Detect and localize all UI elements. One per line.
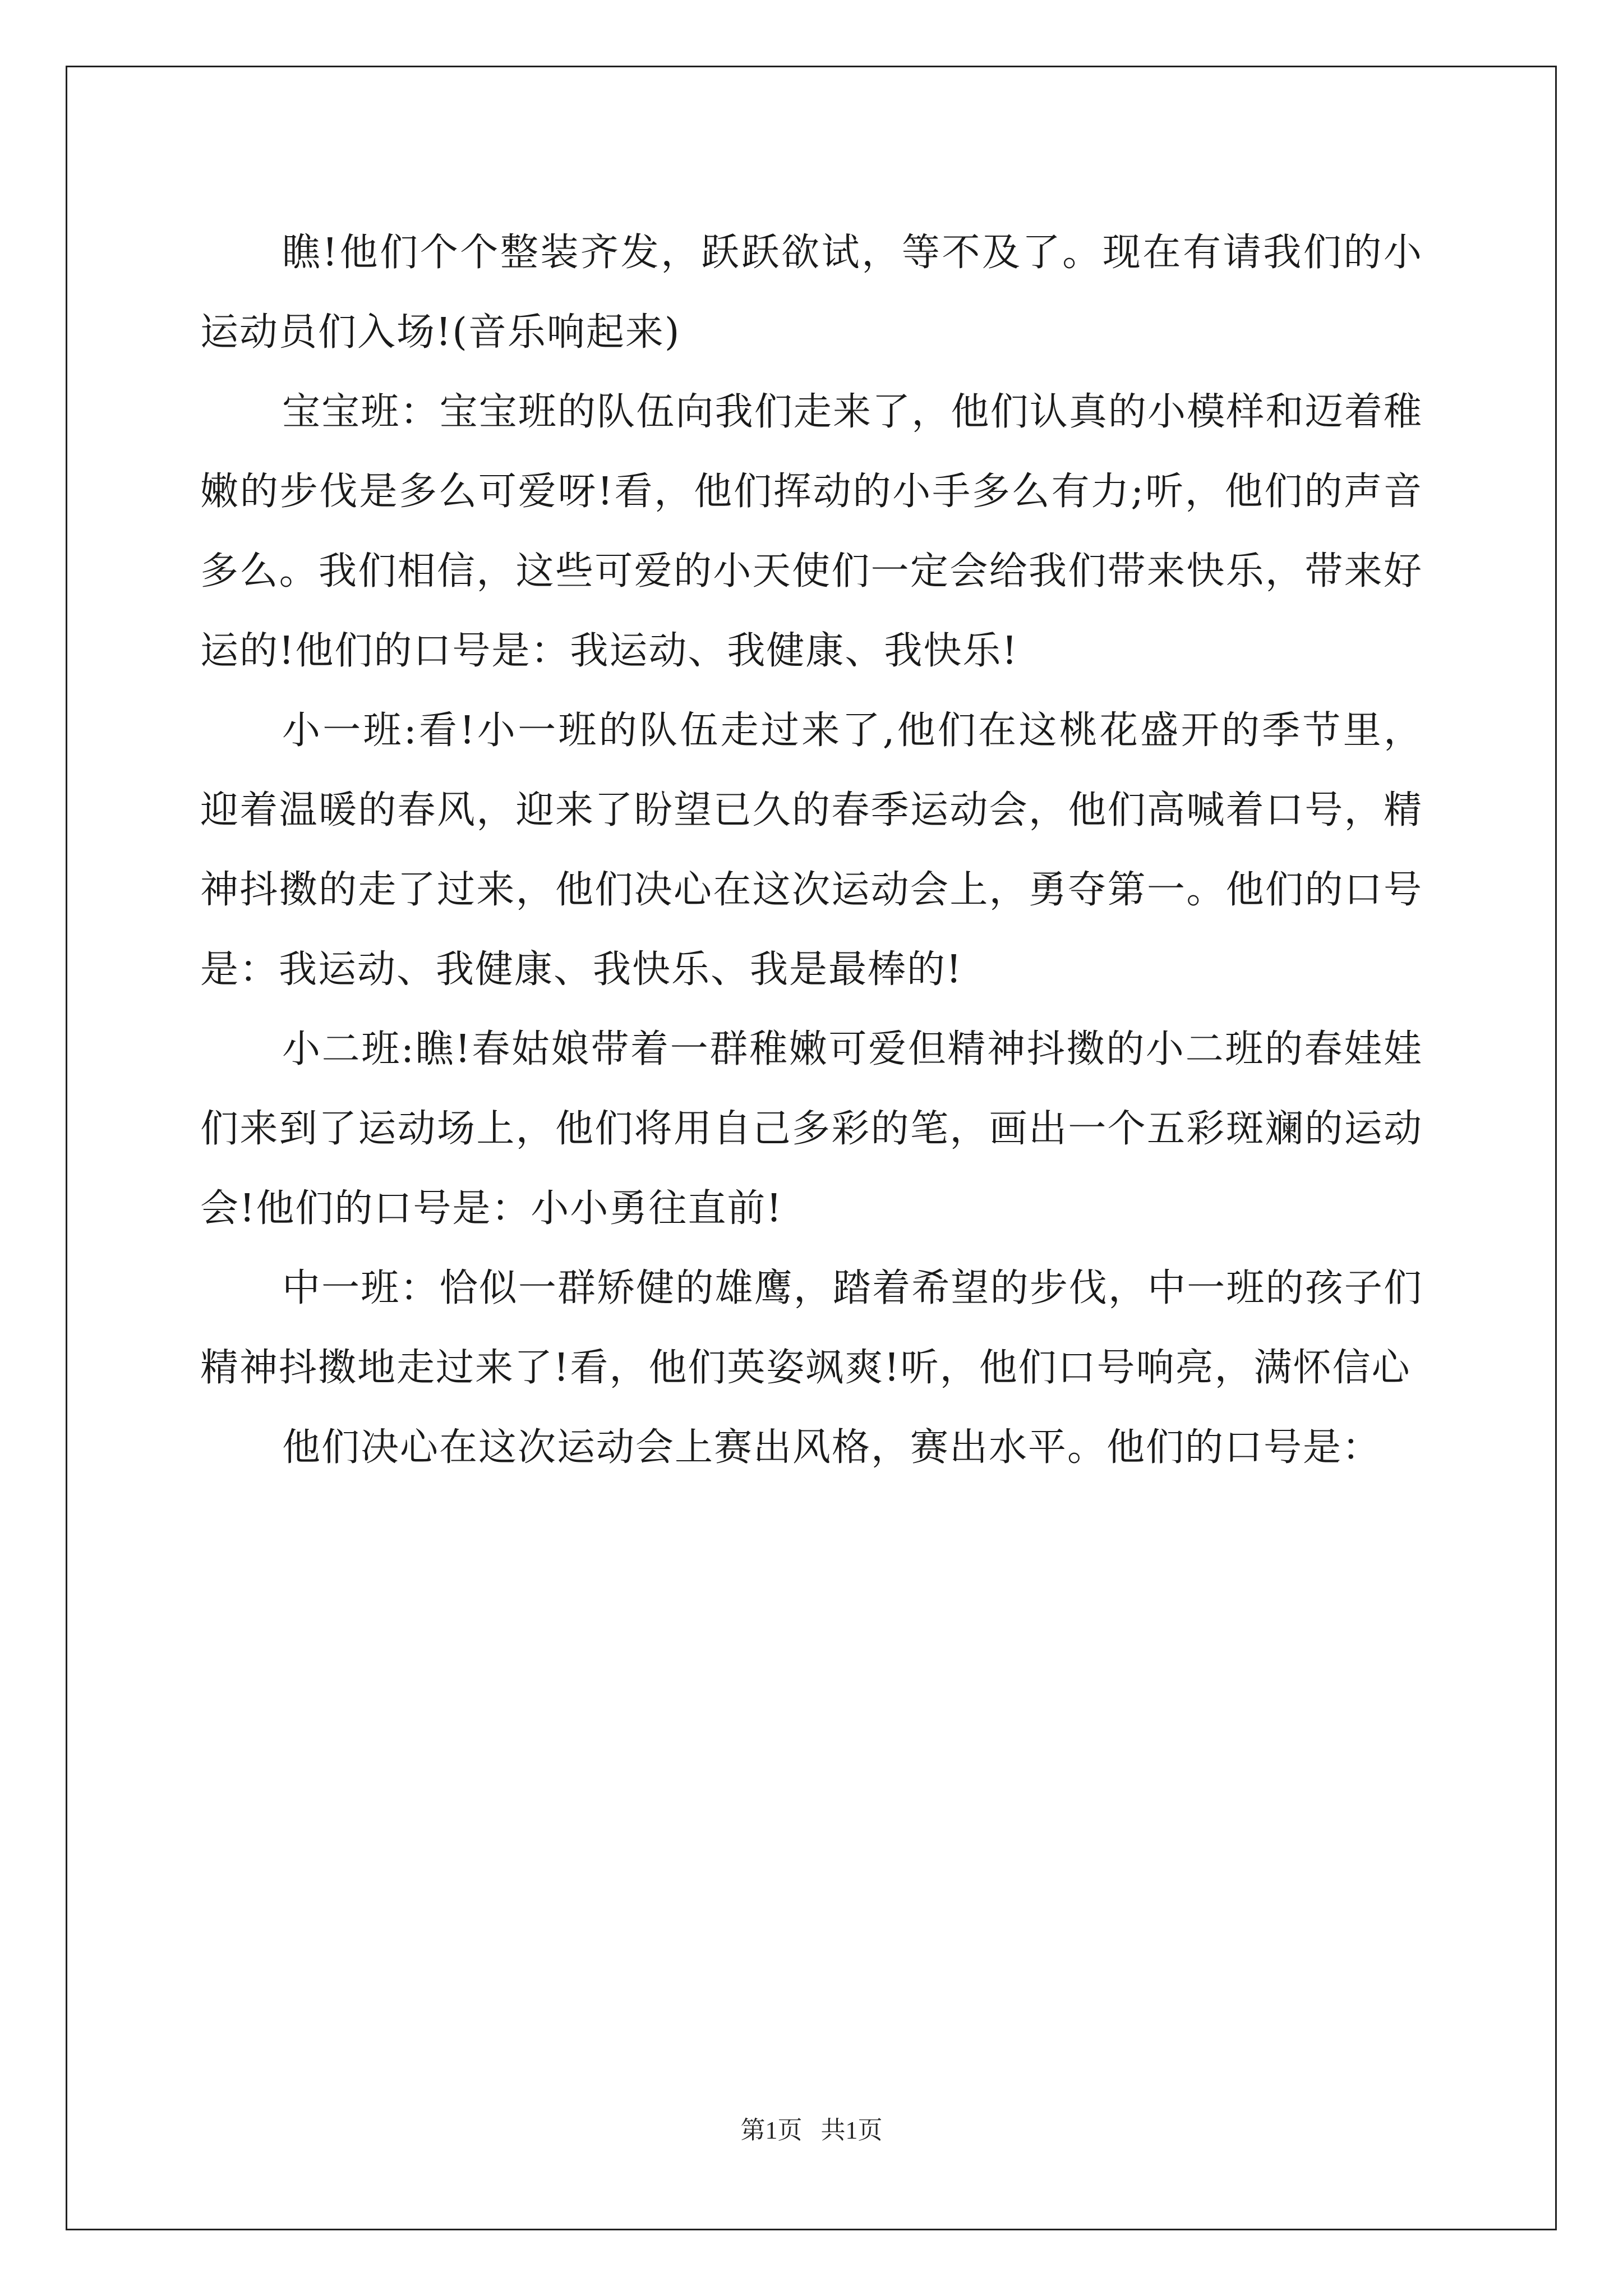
paragraph: 他们决心在这次运动会上赛出风格，赛出水平。他们的口号是： [282,1425,1382,1470]
document-body [200,213,1423,1488]
paragraph: 小二班:瞧!春姑娘带着一群稚嫩可爱但精神抖擞的小二班的春娃娃们来到了运动场上，他们将用自己多彩的笔，画出一个五彩斑斓的运动会!他们的口号是：小小勇往直前! [200,1027,1423,1231]
paragraph: 中一班：恰似一群矫健的雄鹰，踏着希望的步伐，中一班的孩子们精神抖擞地走过来了!看，他们英姿飒爽!听，他们口号响亮，满怀信心 [200,1266,1423,1390]
paragraph: 小一班:看!小一班的队伍走过来了,他们在这桃花盛开的季节里，迎着温暖的春风，迎来了盼望已久的春季运动会，他们高喊着口号，精神抖擞的走了过来，他们决心在这次运动会上，勇夺第一。他们的口号是：我运动、我健康、我快乐、我是最棒的! [200,708,1423,992]
paragraph: 宝宝班：宝宝班的队伍向我们走来了，他们认真的小模样和迈着稚嫩的步伐是多么可爱呀!看，他们挥动的小手多么有力;听，他们的声音多么。我们相信，这些可爱的小天使们一定会给我们带来快乐，带来好运的!他们的口号是：我运动、我健康、我快乐! [200,390,1423,673]
page-number-footer: 第1页 共1页 [740,2116,883,2144]
paragraph: 瞧!他们个个整装齐发，跃跃欲试，等不及了。现在有请我们的小运动员们入场!(音乐响起来) [200,231,1423,355]
